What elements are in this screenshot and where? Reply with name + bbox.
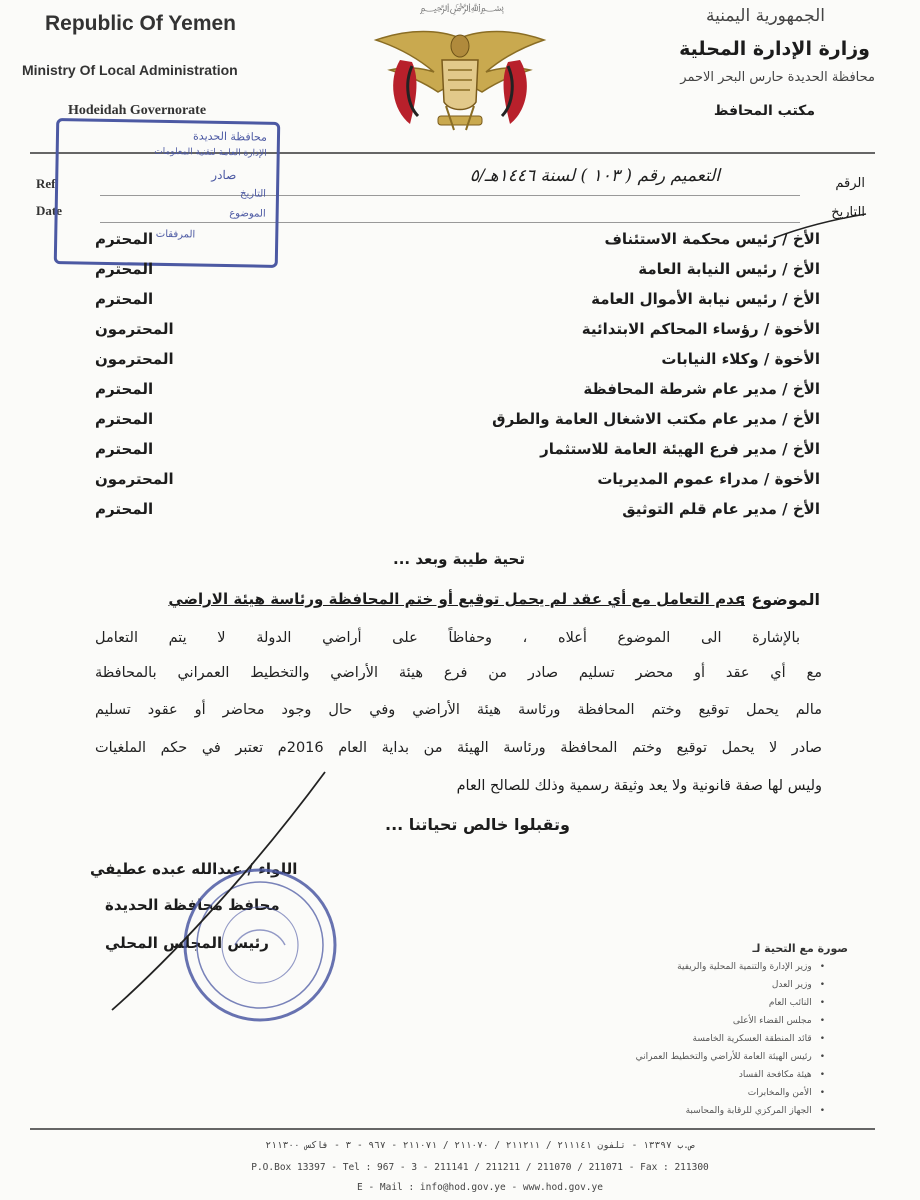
recipient-row [70,470,820,500]
recipient-row [70,290,820,320]
recipient-name: الأخوة / وكلاء النيابات [661,350,820,368]
body-line: صادر لا يحمل توقيع وختم المحافظة ورئاسة الهيئة من بداية العام 2016م تعتبر في حكم الملغيات [95,740,822,756]
recipient-honorific: المحترم [95,440,154,458]
recipient-honorific: المحترم [95,410,154,428]
footer-rule [30,1128,875,1130]
signature-name: اللواء / عبدالله عبده عطيفي [90,860,298,878]
recipient-name: الأخ / مدير عام مكتب الاشغال العامة والطرق [492,410,820,428]
stamp-line-4: التاريخ [239,188,267,200]
recipient-name: الأخ / رئيس نيابة الأموال العامة [591,290,820,308]
recipient-name: الأخ / رئيس محكمة الاستئناف [604,230,820,248]
header-republic-ar: الجمهورية اليمنية [705,6,825,26]
footer-english-contacts: P.O.Box 13397 - Tel : 967 - 3 - 211141 / 211211 / 211070 / 211071 - Fax : 211300 [251,1162,709,1173]
body-line-last: وليس لها صفة قانونية ولا يعد وثيقة رسمية وذلك للصالح العام [456,778,822,794]
cc-item: • هيئة مكافحة الفساد [739,1070,825,1080]
recipient-row [70,260,820,290]
recipient-honorific: المحترم [95,290,154,308]
header-ministry-en: Ministry Of Local Administration [22,62,238,78]
recipient-honorific: المحترمون [95,350,174,368]
stamp-line-1: محافظة الحديدة [192,129,268,144]
cc-item: • قائد المنطقة العسكرية الخامسة [693,1034,825,1044]
footer-email-web: E - Mail : info@hod.gov.ye - www.hod.gov.ye [357,1182,603,1193]
closing: وتقبلوا خالص تحياتنا ... [385,815,570,834]
recipient-honorific: المحترم [95,380,154,398]
recipient-honorific: المحترم [95,260,154,278]
stamp-line-2: الإدارة العامة لتقنية المعلومات [154,146,267,159]
header-governorate-en: Hodeidah Governorate [68,103,207,118]
recipient-name: الأخ / رئيس النيابة العامة [638,260,820,278]
recipient-name: الأخ / مدير فرع الهيئة العامة للاستثمار [540,440,820,458]
recipient-honorific: المحترمون [95,470,174,488]
cc-item: • رئيس الهيئة العامة للأراضي والتخطيط العمراني [636,1052,825,1062]
date-label-en: Date [36,203,62,218]
greeting: تحية طيبة وبعد ... [393,550,525,568]
handwritten-reference: التعميم رقم ( ١٠٣ ) لسنة ١٤٤٦هـ/٥ [469,166,720,186]
cc-item: • وزير العدل [772,980,825,990]
signature-role: رئيس المجلس المحلي [105,934,269,952]
recipient-row [70,440,820,470]
recipient-name: الأخوة / مدراء عموم المديريات [597,470,820,488]
recipient-name: الأخ / مدير عام قلم التوثيق [622,500,820,518]
recipient-honorific: المحترم [95,500,154,518]
signature-title: محافظ محافظة الحديدة [105,896,280,914]
recipient-row [70,500,820,530]
recipient-row [70,380,820,410]
cc-item: • النائب العام [769,998,825,1008]
header-republic-en: Republic Of Yemen [45,12,236,35]
recipient-row [70,230,820,260]
recipient-row [70,350,820,380]
stamp-line-6: المرفقات [155,228,196,241]
cc-item: • وزير الإدارة والتنمية المحلية والريفية [677,962,825,972]
stamp-line-5: الموضوع [229,208,266,220]
recipient-honorific: المحترمون [95,320,174,338]
basmala-header: ﷽ [419,1,505,14]
cc-item: • الجهاز المركزي للرقابة والمحاسبة [686,1106,825,1116]
header-governorate-ar: محافظة الحديدة حارس البحر الاحمر [680,70,875,85]
recipient-row [70,410,820,440]
cc-item: • مجلس القضاء الأعلى [733,1016,825,1026]
cc-title: صورة مع التحية لـ [752,942,848,955]
body-line: بالإشارة الى الموضوع أعلاه ، وحفاظاً على أراضي الدولة لا يتم التعامل [95,630,800,646]
stamp-line-3: صادر [211,167,237,183]
official-seal-icon [110,770,340,1030]
recipient-name: الأخوة / رؤساء المحاكم الابتدائية [581,320,820,338]
date-label-ar: التاريخ [831,205,865,220]
footer-arabic-contacts: ص.ب ١٣٣٩٧ - تلفون ٢١١١٤١ / ٢١١٢١١ / ٢١١٠٧٠ / ٢١١٠٧١ - ٩٦٧ - ٣ - فاكس ٢١١٣٠٠ [265,1140,695,1151]
ref-label-ar: الرقم [835,176,865,191]
recipient-name: الأخ / مدير عام شرطة المحافظة [583,380,820,398]
cc-item: • الأمن والمخابرات [748,1088,825,1098]
ref-label-en: Ref [36,176,56,191]
subject-label: الموضوع : [739,590,820,609]
recipient-row [70,320,820,350]
yemen-emblem-icon [370,20,550,135]
header-ministry-ar: وزارة الإدارة المحلية [679,38,870,60]
recipient-honorific: المحترم [95,230,154,248]
header-office-ar: مكتب المحافظ [713,103,815,119]
body-line: مالم يحمل توقيع وختم المحافظة ورئاسة هيئة الأراضي وفي حال وجود محاضر أو عقود تسليم [95,702,822,718]
subject-text: عدم التعامل مع أي عقد لم يحمل توقيع أو ختم المحافظة ورئاسة هيئة الاراضي [168,590,745,608]
body-line: مع أي عقد أو محضر تسليم صادر من فرع هيئة الأراضي والتخطيط العمراني بالمحافظة [95,665,822,681]
